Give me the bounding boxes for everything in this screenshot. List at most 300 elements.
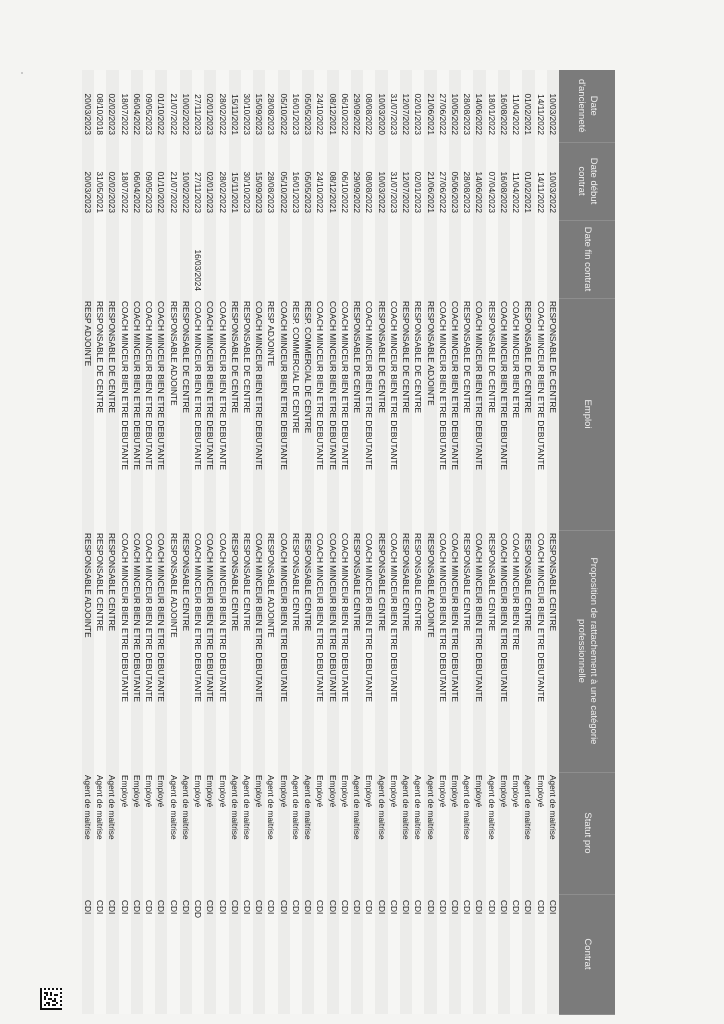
cell-categorie: RESPONSABLE ADJOINTE — [424, 530, 436, 772]
table-row — [363, 70, 375, 1014]
cell-contrat: CDI — [375, 894, 387, 1014]
cell-emploi: RESPONSABLE DE CENTRE — [547, 298, 559, 530]
cell-emploi: RESP. COMMERCIAL DE CENTRE — [302, 298, 314, 530]
table-row — [216, 70, 228, 1014]
cell-statut: Employé — [204, 772, 216, 894]
cell-contrat: CDI — [143, 894, 155, 1014]
cell-contrat: CDI — [400, 894, 412, 1014]
cell-date-anciennete: 27/11/2023 — [192, 70, 204, 142]
cell-contrat: CDI — [290, 894, 302, 1014]
cell-contrat: CDI — [437, 894, 449, 1014]
cell-emploi: COACH MINCEUR BIEN ETRE DEBUTANTE — [278, 298, 290, 530]
cell-date-anciennete: 30/10/2023 — [241, 70, 253, 142]
cell-categorie: RESPONSABLE CENTRE — [180, 530, 192, 772]
cell-date-anciennete: 20/03/2023 — [82, 70, 94, 142]
table-row — [155, 70, 167, 1014]
cell-contrat: CDI — [253, 894, 265, 1014]
cell-date-anciennete: 08/10/2018 — [94, 70, 106, 142]
cell-date-fin — [437, 220, 449, 298]
table-row — [302, 70, 314, 1014]
cell-date-anciennete: 18/07/2022 — [119, 70, 131, 142]
cell-date-debut: 21/06/2021 — [424, 142, 436, 220]
cell-date-anciennete: 05/10/2022 — [278, 70, 290, 142]
cell-categorie: RESPONSABLE CENTRE — [229, 530, 241, 772]
cell-contrat: CDI — [473, 894, 485, 1014]
cell-date-anciennete: 28/08/2023 — [461, 70, 473, 142]
cell-date-fin — [155, 220, 167, 298]
cell-emploi: RESPONSABLE DE CENTRE — [375, 298, 387, 530]
table-row — [400, 70, 412, 1014]
table-row — [314, 70, 326, 1014]
cell-categorie: RESPONSABLE CENTRE — [106, 530, 118, 772]
cell-categorie: COACH MINCEUR BIEN ETRE DEBUTANTE — [143, 530, 155, 772]
cell-statut: Agent de maitrise — [412, 772, 424, 894]
cell-statut: Employé — [327, 772, 339, 894]
table-row — [535, 70, 547, 1014]
cell-date-debut: 11/04/2022 — [510, 142, 522, 220]
cell-date-anciennete: 14/11/2022 — [535, 70, 547, 142]
cell-date-anciennete: 02/02/2023 — [106, 70, 118, 142]
cell-date-fin — [412, 220, 424, 298]
cell-emploi: COACH MINCEUR BIEN ETRE DEBUTANTE — [314, 298, 326, 530]
cell-categorie: RESPONSABLE CENTRE — [302, 530, 314, 772]
cell-contrat: CDI — [486, 894, 498, 1014]
cell-date-debut: 07/04/2023 — [486, 142, 498, 220]
cell-contrat: CDI — [314, 894, 326, 1014]
cell-categorie: RESPONSABLE CENTRE — [241, 530, 253, 772]
cell-date-fin — [143, 220, 155, 298]
cell-date-debut: 10/03/2022 — [375, 142, 387, 220]
cell-date-debut: 06/10/2022 — [339, 142, 351, 220]
cell-contrat: CDI — [216, 894, 228, 1014]
cell-contrat: CDI — [522, 894, 534, 1014]
cell-contrat: CDI — [327, 894, 339, 1014]
cell-emploi: COACH MINCEUR BIEN ETRE DEBUTANTE — [143, 298, 155, 530]
cell-emploi: COACH MINCEUR BIEN ETRE DEBUTANTE — [327, 298, 339, 530]
col-header-date-fin: Date fin contrat — [559, 220, 615, 298]
cell-date-anciennete: 27/06/2022 — [437, 70, 449, 142]
cell-date-debut: 16/08/2022 — [498, 142, 510, 220]
cell-date-debut: 10/02/2022 — [180, 142, 192, 220]
cell-date-debut: 18/07/2022 — [119, 142, 131, 220]
cell-categorie: RESPONSABLE CENTRE — [412, 530, 424, 772]
cell-date-fin — [180, 220, 192, 298]
table-row — [388, 70, 400, 1014]
cell-date-debut: 12/07/2022 — [400, 142, 412, 220]
cell-statut: Employé — [449, 772, 461, 894]
cell-contrat: CDI — [241, 894, 253, 1014]
cell-categorie: COACH MINCEUR BIEN ETRE DEBUTANTE — [473, 530, 485, 772]
cell-statut: Agent de maitrise — [302, 772, 314, 894]
table-row — [94, 70, 106, 1014]
table-row — [106, 70, 118, 1014]
cell-date-debut: 31/05/2021 — [94, 142, 106, 220]
cell-emploi: COACH MINCEUR BIEN ETRE DEBUTANTE — [253, 298, 265, 530]
col-header-categorie: Proposition de rattachement à une catégorie professionnelle — [559, 530, 615, 772]
cell-emploi: COACH MINCEUR BIEN ETRE DEBUTANTE — [155, 298, 167, 530]
cell-contrat: CDI — [510, 894, 522, 1014]
cell-emploi: COACH MINCEUR BIEN ETRE DEBUTANTE — [204, 298, 216, 530]
table-row — [119, 70, 131, 1014]
cell-categorie: RESPONSABLE CENTRE — [461, 530, 473, 772]
cell-statut: Agent de maitrise — [547, 772, 559, 894]
cell-categorie: RESPONSABLE CENTRE — [522, 530, 534, 772]
cell-date-fin: 16/03/2024 — [192, 220, 204, 298]
cell-categorie: COACH MINCEUR BIEN ETRE DEBUTANTE — [204, 530, 216, 772]
datamatrix-code-icon — [40, 988, 62, 1010]
cell-statut: Agent de maitrise — [461, 772, 473, 894]
cell-contrat: CDD — [192, 894, 204, 1014]
cell-contrat: CDI — [94, 894, 106, 1014]
cell-contrat: CDI — [535, 894, 547, 1014]
cell-contrat: CDI — [449, 894, 461, 1014]
table-row — [461, 70, 473, 1014]
cell-categorie: COACH MINCEUR BIEN ETRE DEBUTANTE — [449, 530, 461, 772]
table-body — [82, 70, 559, 1014]
cell-date-anciennete: 29/09/2022 — [351, 70, 363, 142]
table-row — [424, 70, 436, 1014]
cell-statut: Employé — [143, 772, 155, 894]
cell-date-debut: 28/02/2022 — [216, 142, 228, 220]
cell-contrat: CDI — [180, 894, 192, 1014]
cell-contrat: CDI — [229, 894, 241, 1014]
cell-categorie: RESPONSABLE CENTRE — [400, 530, 412, 772]
cell-date-fin — [302, 220, 314, 298]
table-row — [180, 70, 192, 1014]
cell-emploi: RESPONSABLE DE CENTRE — [461, 298, 473, 530]
cell-emploi: RESPONSABLE DE CENTRE — [522, 298, 534, 530]
cell-date-fin — [547, 220, 559, 298]
cell-date-fin — [241, 220, 253, 298]
cell-categorie: RESPONSABLE ADJOINTE — [168, 530, 180, 772]
table-row — [449, 70, 461, 1014]
cell-emploi: RESP. COMMERCIAL DE CENTRE — [290, 298, 302, 530]
cell-categorie: RESPONSABLE CENTRE — [290, 530, 302, 772]
cell-categorie: COACH MINCEUR BIEN ETRE DEBUTANTE — [535, 530, 547, 772]
cell-date-fin — [82, 220, 94, 298]
cell-date-debut: 27/11/2023 — [192, 142, 204, 220]
cell-contrat: CDI — [155, 894, 167, 1014]
cell-statut: Agent de maitrise — [82, 772, 94, 894]
cell-emploi: RESP ADJOINTE — [265, 298, 277, 530]
cell-categorie: COACH MINCEUR BIEN ETRE — [510, 530, 522, 772]
cell-emploi: COACH MINCEUR BIEN ETRE DEBUTANTE — [192, 298, 204, 530]
table-row — [339, 70, 351, 1014]
table-row — [290, 70, 302, 1014]
cell-date-anciennete: 15/11/2021 — [229, 70, 241, 142]
cell-date-anciennete: 02/01/2023 — [412, 70, 424, 142]
table-row — [473, 70, 485, 1014]
cell-emploi: RESP ADJOINTE — [82, 298, 94, 530]
col-header-statut: Statut pro — [559, 772, 615, 894]
cell-date-anciennete: 02/01/2023 — [204, 70, 216, 142]
cell-date-anciennete: 21/07/2022 — [168, 70, 180, 142]
cell-date-debut: 27/06/2022 — [437, 142, 449, 220]
cell-contrat: CDI — [119, 894, 131, 1014]
cell-categorie: COACH MINCEUR BIEN ETRE DEBUTANTE — [278, 530, 290, 772]
cell-date-anciennete: 28/08/2023 — [265, 70, 277, 142]
cell-date-fin — [535, 220, 547, 298]
cell-statut: Employé — [253, 772, 265, 894]
table-row — [253, 70, 265, 1014]
cell-categorie: COACH MINCEUR BIEN ETRE DEBUTANTE — [498, 530, 510, 772]
cell-date-fin — [473, 220, 485, 298]
cell-statut: Employé — [216, 772, 228, 894]
cell-date-fin — [363, 220, 375, 298]
table-row — [82, 70, 94, 1014]
cell-emploi: COACH MINCEUR BIEN ETRE DEBUTANTE — [339, 298, 351, 530]
cell-date-debut: 01/10/2022 — [155, 142, 167, 220]
cell-contrat: CDI — [498, 894, 510, 1014]
cell-statut: Employé — [363, 772, 375, 894]
cell-statut: Employé — [131, 772, 143, 894]
cell-contrat: CDI — [106, 894, 118, 1014]
cell-statut: Agent de maitrise — [290, 772, 302, 894]
cell-date-debut: 09/05/2023 — [143, 142, 155, 220]
cell-date-anciennete: 12/07/2022 — [400, 70, 412, 142]
col-header-contrat: Contrat — [559, 894, 615, 1014]
cell-statut: Agent de maitrise — [168, 772, 180, 894]
cell-date-fin — [327, 220, 339, 298]
cell-categorie: RESPONSABLE CENTRE — [486, 530, 498, 772]
cell-statut: Employé — [510, 772, 522, 894]
cell-date-fin — [216, 220, 228, 298]
cell-date-debut: 31/07/2023 — [388, 142, 400, 220]
cell-date-anciennete: 15/09/2023 — [253, 70, 265, 142]
table-row — [327, 70, 339, 1014]
cell-emploi: RESPONSABLE DE CENTRE — [486, 298, 498, 530]
table-row — [437, 70, 449, 1014]
table-row — [241, 70, 253, 1014]
cell-date-anciennete: 16/08/2022 — [498, 70, 510, 142]
cell-statut: Agent de maitrise — [400, 772, 412, 894]
cell-statut: Employé — [339, 772, 351, 894]
cell-date-fin — [351, 220, 363, 298]
cell-contrat: CDI — [363, 894, 375, 1014]
cell-statut: Agent de maitrise — [265, 772, 277, 894]
cell-contrat: CDI — [547, 894, 559, 1014]
cell-date-debut: 08/08/2022 — [363, 142, 375, 220]
cell-categorie: COACH MINCEUR BIEN ETRE DEBUTANTE — [253, 530, 265, 772]
cell-date-fin — [510, 220, 522, 298]
cell-contrat: CDI — [278, 894, 290, 1014]
cell-date-debut: 02/01/2023 — [204, 142, 216, 220]
cell-emploi: COACH MINCEUR BIEN ETRE DEBUTANTE — [449, 298, 461, 530]
cell-date-fin — [400, 220, 412, 298]
cell-statut: Agent de maitrise — [229, 772, 241, 894]
cell-categorie: COACH MINCEUR BIEN ETRE DEBUTANTE — [314, 530, 326, 772]
col-header-date-anciennete: Date d'ancienneté — [559, 70, 615, 142]
table-row — [229, 70, 241, 1014]
cell-categorie: RESPONSABLE CENTRE — [351, 530, 363, 772]
table-row — [375, 70, 387, 1014]
cell-date-debut: 01/02/2021 — [522, 142, 534, 220]
cell-categorie: COACH MINCEUR BIEN ETRE DEBUTANTE — [388, 530, 400, 772]
col-header-date-debut: Date début contrat — [559, 142, 615, 220]
cell-contrat: CDI — [351, 894, 363, 1014]
cell-date-debut: 14/11/2022 — [535, 142, 547, 220]
cell-emploi: RESPONSABLE DE CENTRE — [412, 298, 424, 530]
cell-date-anciennete: 09/05/2023 — [143, 70, 155, 142]
scan-speck — [21, 72, 23, 74]
cell-date-anciennete: 11/04/2022 — [510, 70, 522, 142]
cell-statut: Agent de maitrise — [180, 772, 192, 894]
cell-date-anciennete: 14/06/2022 — [473, 70, 485, 142]
cell-contrat: CDI — [168, 894, 180, 1014]
cell-categorie: COACH MINCEUR BIEN ETRE DEBUTANTE — [363, 530, 375, 772]
cell-contrat: CDI — [82, 894, 94, 1014]
cell-date-debut: 05/05/2023 — [302, 142, 314, 220]
cell-categorie: COACH MINCEUR BIEN ETRE DEBUTANTE — [119, 530, 131, 772]
cell-date-debut: 15/11/2021 — [229, 142, 241, 220]
cell-date-debut: 20/03/2023 — [82, 142, 94, 220]
cell-statut: Agent de maitrise — [106, 772, 118, 894]
cell-date-fin — [461, 220, 473, 298]
table-row — [204, 70, 216, 1014]
table-row — [168, 70, 180, 1014]
cell-date-anciennete: 10/03/2022 — [547, 70, 559, 142]
cell-contrat: CDI — [265, 894, 277, 1014]
cell-contrat: CDI — [204, 894, 216, 1014]
cell-date-fin — [94, 220, 106, 298]
cell-categorie: COACH MINCEUR BIEN ETRE DEBUTANTE — [155, 530, 167, 772]
cell-date-debut: 29/09/2022 — [351, 142, 363, 220]
cell-date-fin — [278, 220, 290, 298]
cell-emploi: COACH MINCEUR BIEN ETRE DEBUTANTE — [216, 298, 228, 530]
cell-date-fin — [265, 220, 277, 298]
cell-date-debut: 16/01/2023 — [290, 142, 302, 220]
cell-emploi: COACH MINCEUR BIEN ETRE DEBUTANTE — [388, 298, 400, 530]
cell-emploi: RESPONSABLE DE CENTRE — [229, 298, 241, 530]
cell-emploi: RESPONSABLE ADJOINTE — [424, 298, 436, 530]
cell-categorie: COACH MINCEUR BIEN ETRE DEBUTANTE — [339, 530, 351, 772]
cell-date-fin — [498, 220, 510, 298]
table-header-row — [559, 70, 615, 1014]
col-header-emploi: Emploi — [559, 298, 615, 530]
cell-statut: Employé — [119, 772, 131, 894]
cell-date-fin — [522, 220, 534, 298]
cell-categorie: RESPONSABLE CENTRE — [94, 530, 106, 772]
cell-date-debut: 08/12/2021 — [327, 142, 339, 220]
cell-contrat: CDI — [424, 894, 436, 1014]
cell-date-fin — [449, 220, 461, 298]
table-row — [412, 70, 424, 1014]
cell-date-anciennete: 24/10/2022 — [314, 70, 326, 142]
cell-date-debut: 14/06/2022 — [473, 142, 485, 220]
table-row — [143, 70, 155, 1014]
cell-date-debut: 02/02/2023 — [106, 142, 118, 220]
cell-date-anciennete: 01/10/2022 — [155, 70, 167, 142]
cell-date-debut: 28/08/2023 — [461, 142, 473, 220]
cell-date-anciennete: 28/02/2022 — [216, 70, 228, 142]
cell-categorie: COACH MINCEUR BIEN ETRE DEBUTANTE — [327, 530, 339, 772]
table-row — [192, 70, 204, 1014]
table-row — [265, 70, 277, 1014]
cell-emploi: COACH MINCEUR BIEN ETRE DEBUTANTE — [535, 298, 547, 530]
cell-emploi: RESPONSABLE DE CENTRE — [94, 298, 106, 530]
cell-date-debut: 02/01/2023 — [412, 142, 424, 220]
cell-date-fin — [388, 220, 400, 298]
cell-date-anciennete: 18/01/2022 — [486, 70, 498, 142]
cell-date-anciennete: 08/08/2022 — [363, 70, 375, 142]
cell-statut: Employé — [388, 772, 400, 894]
cell-date-fin — [424, 220, 436, 298]
cell-statut: Employé — [314, 772, 326, 894]
cell-date-debut: 05/10/2022 — [278, 142, 290, 220]
cell-date-fin — [204, 220, 216, 298]
cell-emploi: RESPONSABLE DE CENTRE — [400, 298, 412, 530]
cell-date-fin — [339, 220, 351, 298]
cell-date-fin — [119, 220, 131, 298]
cell-emploi: COACH MINCEUR BIEN ETRE DEBUTANTE — [131, 298, 143, 530]
cell-contrat: CDI — [461, 894, 473, 1014]
cell-date-fin — [168, 220, 180, 298]
cell-categorie: RESPONSABLE CENTRE — [375, 530, 387, 772]
cell-date-anciennete: 10/05/2022 — [449, 70, 461, 142]
table-row — [547, 70, 559, 1014]
cell-statut: Employé — [278, 772, 290, 894]
table-row — [498, 70, 510, 1014]
cell-categorie: RESPONSABLE CENTRE — [547, 530, 559, 772]
cell-statut: Employé — [535, 772, 547, 894]
cell-date-debut: 15/09/2023 — [253, 142, 265, 220]
cell-emploi: COACH MINCEUR BIEN ETRE DEBUTANTE — [473, 298, 485, 530]
cell-contrat: CDI — [339, 894, 351, 1014]
cell-statut: Employé — [192, 772, 204, 894]
table-row — [131, 70, 143, 1014]
cell-emploi: RESPONSABLE DE CENTRE — [180, 298, 192, 530]
cell-contrat: CDI — [302, 894, 314, 1014]
table-row — [351, 70, 363, 1014]
cell-date-debut: 06/04/2022 — [131, 142, 143, 220]
cell-date-fin — [106, 220, 118, 298]
cell-categorie: COACH MINCEUR BIEN ETRE DEBUTANTE — [192, 530, 204, 772]
cell-date-anciennete: 10/03/2020 — [375, 70, 387, 142]
employee-table-rotated — [82, 70, 615, 1014]
cell-emploi: RESPONSABLE DE CENTRE — [351, 298, 363, 530]
cell-emploi: RESPONSABLE ADJOINTE — [168, 298, 180, 530]
cell-statut: Employé — [437, 772, 449, 894]
cell-date-debut: 10/03/2022 — [547, 142, 559, 220]
cell-statut: Employé — [473, 772, 485, 894]
cell-date-anciennete: 01/02/2021 — [522, 70, 534, 142]
cell-date-anciennete: 10/02/2022 — [180, 70, 192, 142]
table-row — [522, 70, 534, 1014]
cell-date-fin — [486, 220, 498, 298]
cell-contrat: CDI — [412, 894, 424, 1014]
cell-emploi: RESPONSABLE DE CENTRE — [241, 298, 253, 530]
cell-date-fin — [131, 220, 143, 298]
cell-categorie: COACH MINCEUR BIEN ETRE DEBUTANTE — [437, 530, 449, 772]
cell-date-anciennete: 06/10/2022 — [339, 70, 351, 142]
cell-date-anciennete: 21/06/2021 — [424, 70, 436, 142]
cell-categorie: COACH MINCEUR BIEN ETRE DEBUTANTE — [216, 530, 228, 772]
cell-statut: Agent de maitrise — [94, 772, 106, 894]
cell-emploi: RESPONSABLE DE CENTRE — [106, 298, 118, 530]
cell-statut: Agent de maitrise — [351, 772, 363, 894]
cell-emploi: COACH MINCEUR BIEN ETRE DEBUTANTE — [498, 298, 510, 530]
table-row — [510, 70, 522, 1014]
cell-date-fin — [253, 220, 265, 298]
cell-emploi: COACH MINCEUR BIEN ETRE DEBUTANTE — [363, 298, 375, 530]
employee-table — [82, 70, 615, 1015]
cell-emploi: COACH MINCEUR BIEN ETRE DEBUTANTE — [437, 298, 449, 530]
table-row — [486, 70, 498, 1014]
cell-date-debut: 24/10/2022 — [314, 142, 326, 220]
cell-statut: Agent de maitrise — [424, 772, 436, 894]
cell-date-fin — [290, 220, 302, 298]
cell-contrat: CDI — [388, 894, 400, 1014]
